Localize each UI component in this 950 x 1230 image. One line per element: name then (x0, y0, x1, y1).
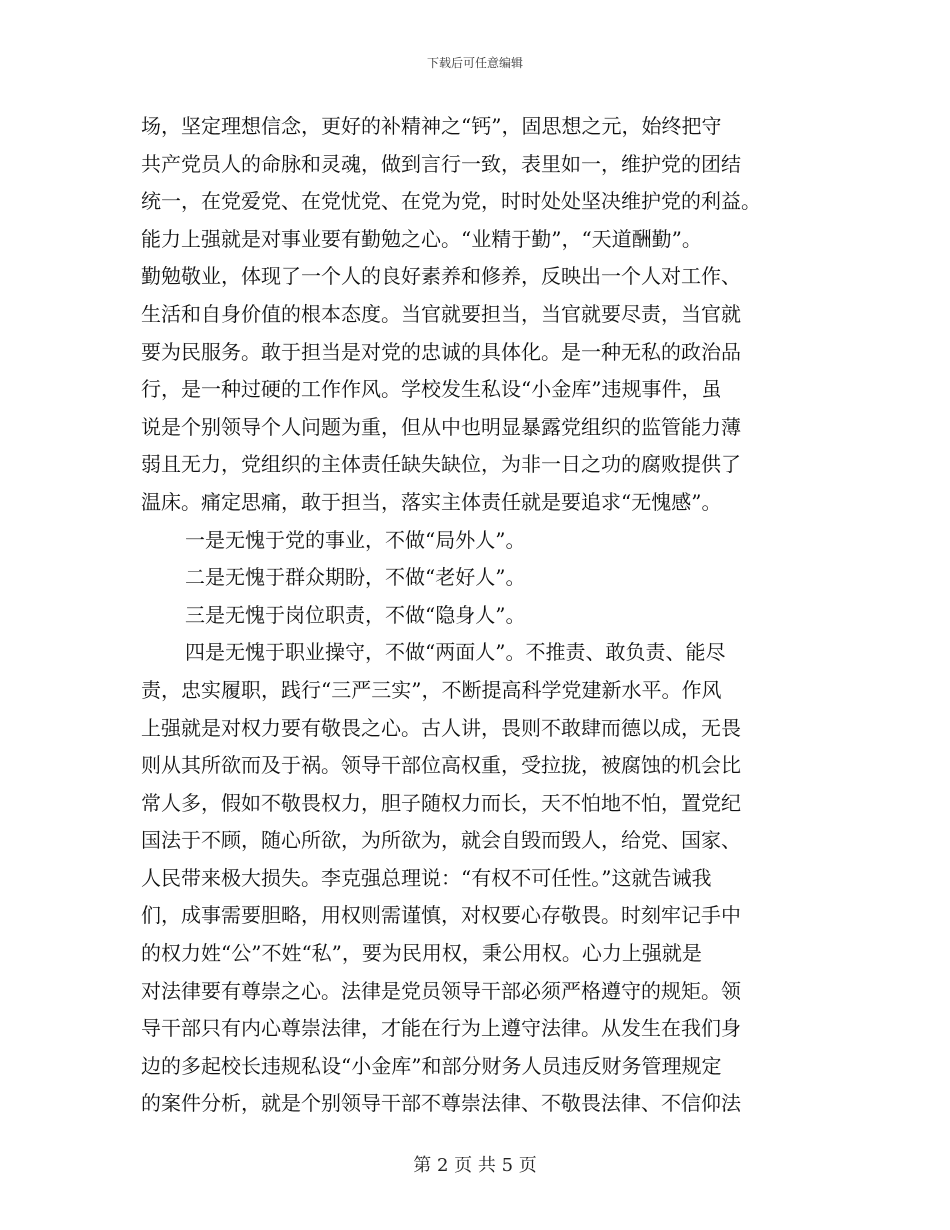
text-line: 要为民服务。敢于担当是对党的忠诚的具体化。是一种无私的政治品 (141, 339, 741, 364)
text-line: 边的多起校长违规私设“小金库”和部分财务人员违反财务管理规定 (141, 1053, 722, 1078)
text-line: 常人多，假如不敬畏权力，胆子随权力而长，天不怕地不怕，置党纪 (141, 790, 741, 815)
text-line: 人民带来极大损失。李克强总理说：“有权不可任性。”这就告诫我 (141, 865, 712, 890)
text-line: 勤勉敬业，体现了一个人的良好素养和修养，反映出一个人对工作、 (141, 264, 741, 289)
text-line: 场，坚定理想信念，更好的补精神之“钙”，固思想之元，始终把守 (141, 114, 722, 138)
document-body (141, 108, 813, 1123)
text-line: 二是无愧于群众期盼，不做“老好人”。 (185, 565, 526, 590)
page-footer: 第 2 页 共 5 页 (413, 1155, 537, 1176)
text-line: 对法律要有尊崇之心。法律是党员领导干部必须严格遵守的规矩。领 (141, 978, 741, 1003)
text-line: 行，是一种过硬的工作作风。学校发生私设“小金库”违规事件，虽 (141, 377, 722, 402)
text-line: 国法于不顾，随心所欲，为所欲为，就会自毁而毁人，给党、国家、 (141, 828, 741, 853)
text-line: 弱且无力，党组织的主体责任缺失缺位，为非一日之功的腐败提供了 (141, 452, 741, 477)
text-line: 生活和自身价值的根本态度。当官就要担当，当官就要尽责，当官就 (141, 301, 741, 326)
text-line: 的权力姓“公”不姓“私”，要为民用权，秉公用权。心力上强就是 (141, 941, 702, 966)
text-line: 能力上强就是对事业要有勤勉之心。“业精于勤”，“天道酬勤”。 (141, 226, 702, 251)
text-line: 统一，在党爱党、在党忧党、在党为党，时时处处坚决维护党的利益。 (141, 189, 761, 214)
text-line: 们，成事需要胆略，用权则需谨慎，对权要心存敬畏。时刻牢记手中 (141, 903, 741, 928)
text-line: 一是无愧于党的事业，不做“局外人”。 (185, 527, 526, 552)
text-line: 四是无愧于职业操守，不做“两面人”。不推责、敢负责、能尽 (185, 640, 726, 665)
text-line: 责，忠实履职，践行“三严三实”，不断提高科学党建新水平。作风 (141, 677, 722, 702)
text-line: 导干部只有内心尊崇法律，才能在行为上遵守法律。从发生在我们身 (141, 1016, 741, 1041)
text-line: 则从其所欲而及于祸。领导干部位高权重，受拉拢，被腐蚀的机会比 (141, 753, 741, 778)
text-line: 说是个别领导个人问题为重，但从中也明显暴露党组织的监管能力薄 (141, 414, 741, 439)
page-header: 下载后可任意编辑 (426, 56, 523, 70)
text-line: 上强就是对权力要有敬畏之心。古人讲，畏则不敢肆而德以成，无畏 (141, 715, 741, 740)
text-line: 共产党员人的命脉和灵魂，做到言行一致，表里如一，维护党的团结 (141, 151, 741, 176)
text-line: 的案件分析，就是个别领导干部不尊崇法律、不敬畏法律、不信仰法 (141, 1091, 741, 1116)
text-line: 温床。痛定思痛，敢于担当，落实主体责任就是要追求“无愧感”。 (141, 489, 722, 514)
text-line: 三是无愧于岗位职责，不做“隐身人”。 (185, 602, 526, 627)
